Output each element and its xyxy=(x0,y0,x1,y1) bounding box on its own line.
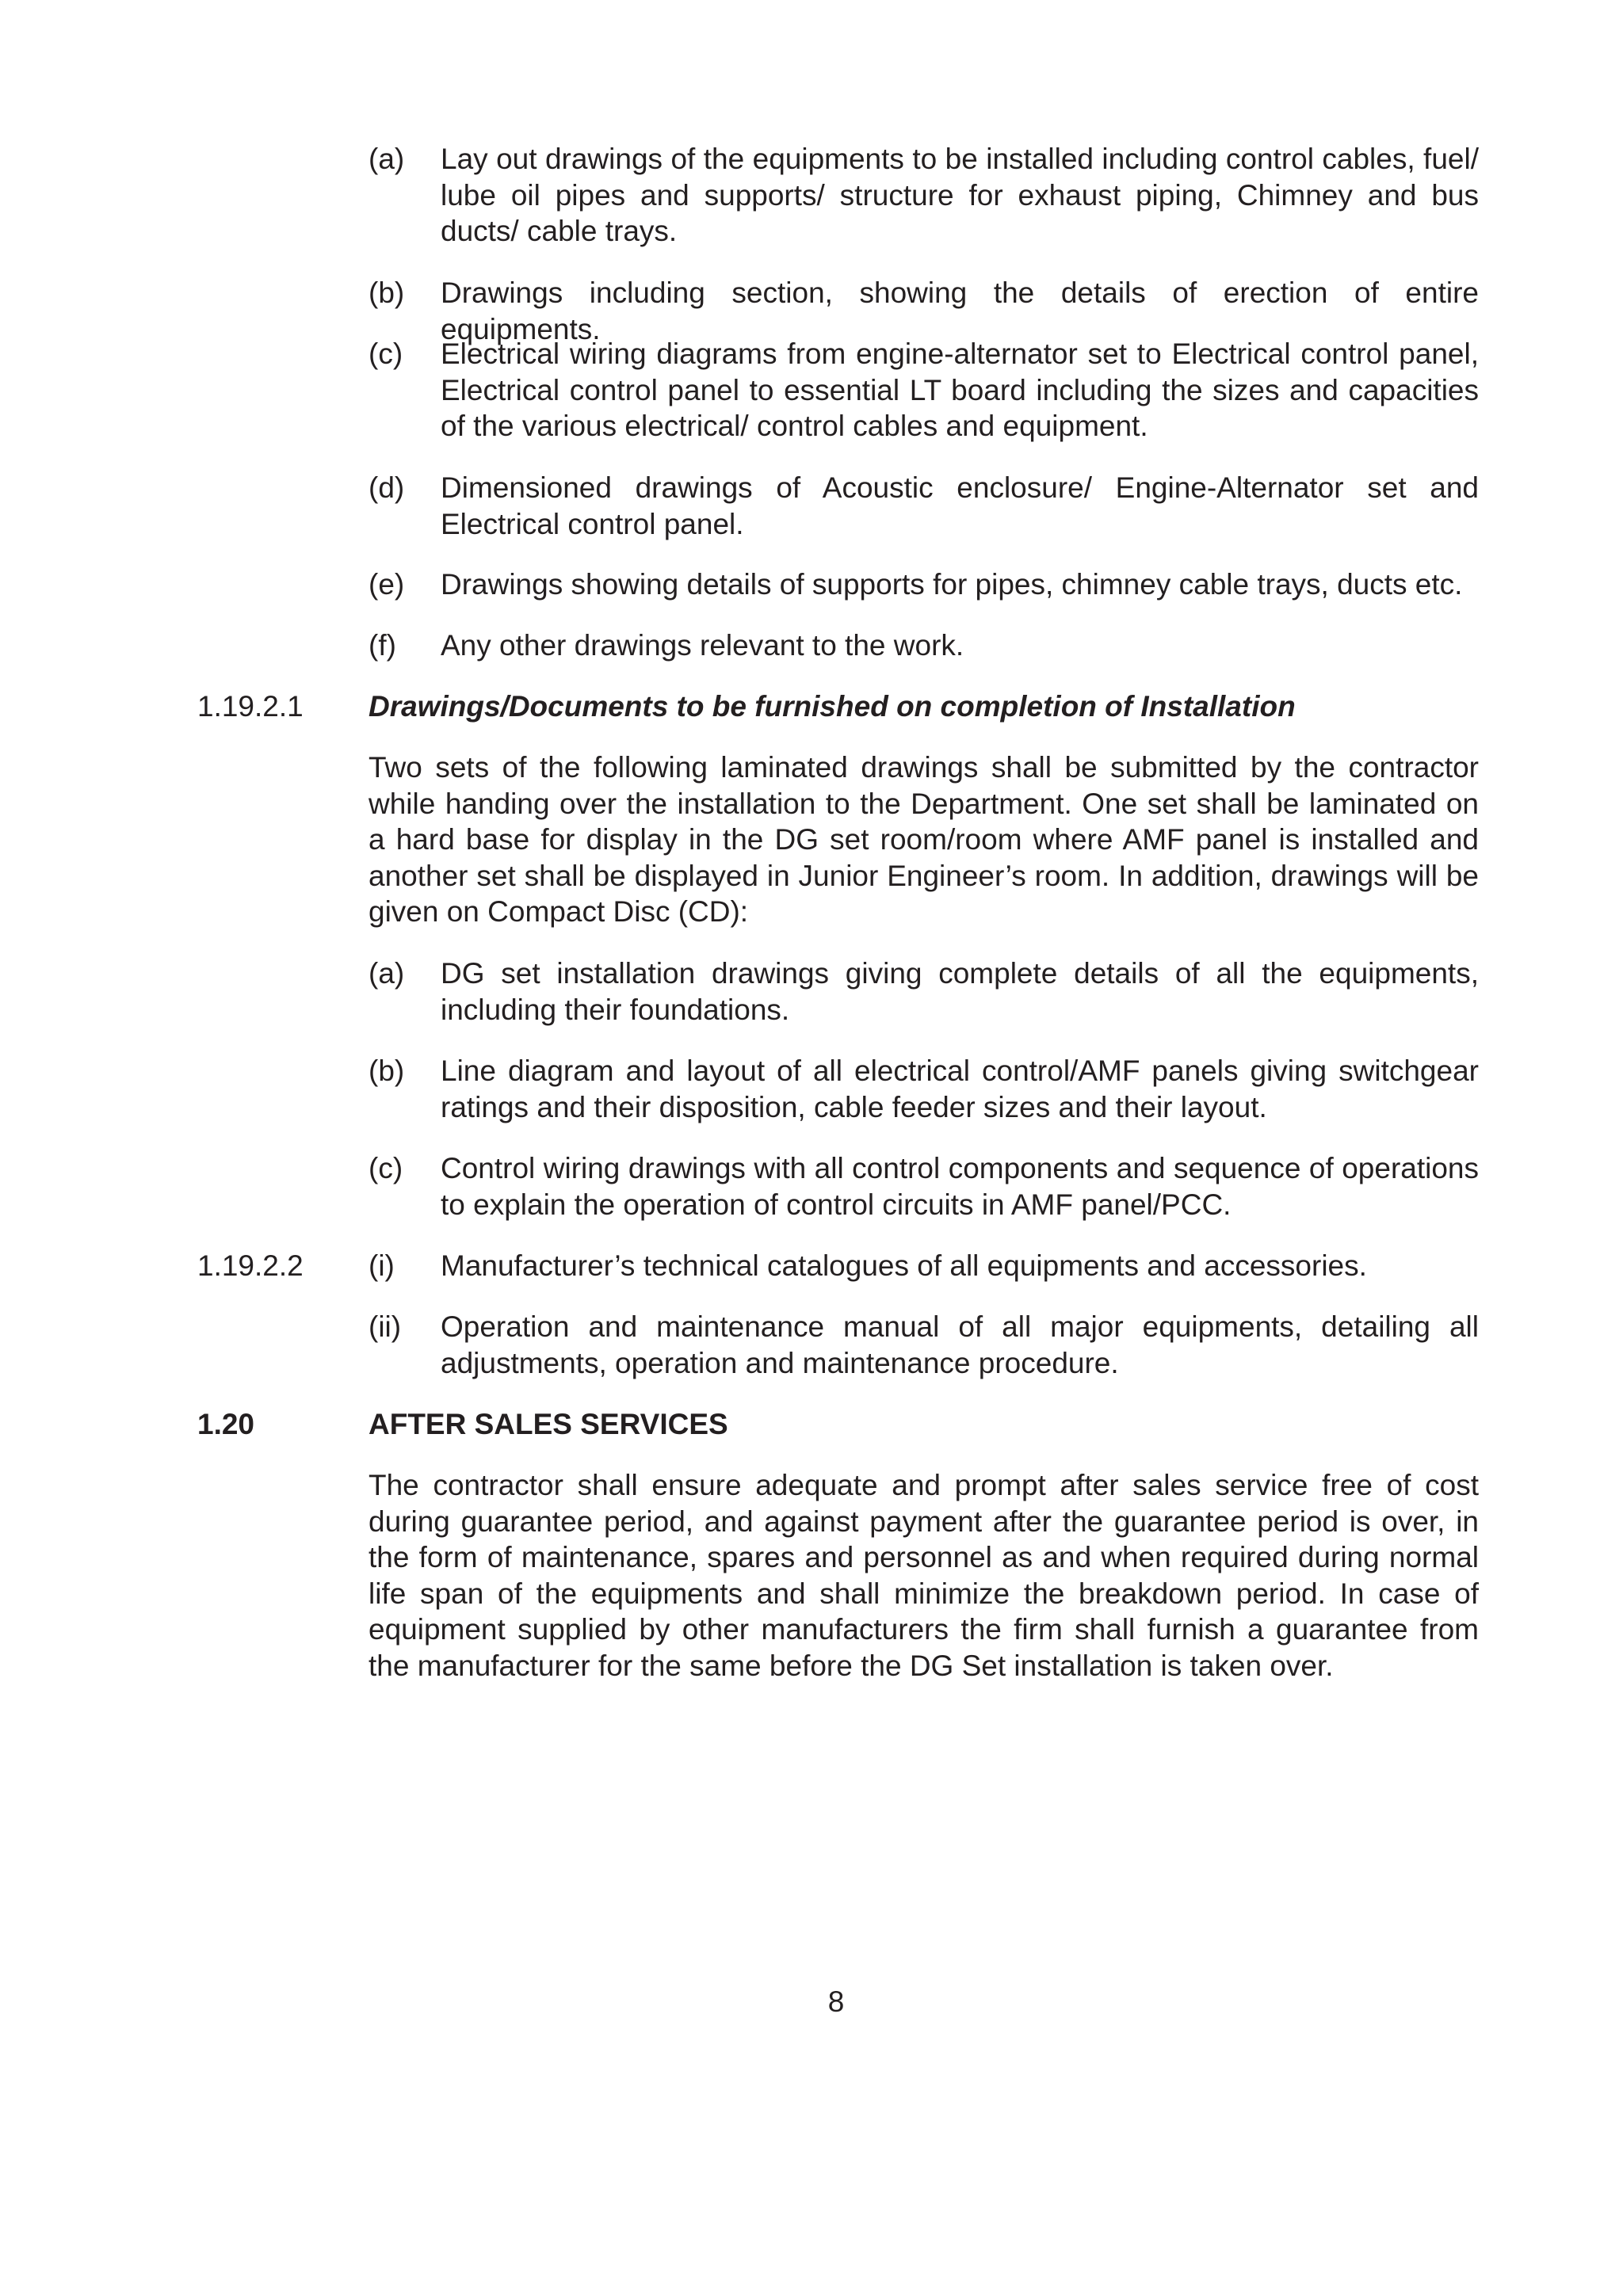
item-label: (e) xyxy=(369,568,405,601)
item-text: Line diagram and layout of all electrical control/AMF panels giving switchgear ratings and their disposition, cable feeder sizes and their layout. xyxy=(441,1055,1479,1123)
section-title: AFTER SALES SERVICES xyxy=(369,1408,728,1440)
section-title: Drawings/Documents to be furnished on completion of Installation xyxy=(369,690,1296,723)
item-text: Lay out drawings of the equipments to be installed including control cables, fuel/ lube oil pipes and supports/ structure for exhaust piping, Chimney and bus ducts/ cable trays. xyxy=(441,143,1479,247)
item-label: (d) xyxy=(369,471,405,504)
item-label: (a) xyxy=(369,143,405,175)
item-text: Any other drawings relevant to the work. xyxy=(441,629,964,662)
item-text: Control wiring drawings with all control components and sequence of operations to explain the operation of control circuits in AMF panel/PCC. xyxy=(441,1152,1479,1221)
item-text: Operation and maintenance manual of all major equipments, detailing all adjustments, operation and maintenance procedure. xyxy=(441,1310,1479,1379)
item-label: (c) xyxy=(369,1152,403,1184)
item-text: Drawings showing details of supports for pipes, chimney cable trays, ducts etc. xyxy=(441,568,1463,601)
section-body: The contractor shall ensure adequate and prompt after sales service free of cost during guarantee period, and against payment after the guarantee period is over, in the form of maintenance, spares and personnel as and when required during normal life span of the equipments and shall minimize the breakdown period. In case of equipment supplied by other manufacturers the firm shall furnish a guarantee from the manufacturer for the same before the DG Set installation is taken over. xyxy=(369,1469,1479,1682)
section-intro: Two sets of the following laminated drawings shall be submitted by the contractor while handing over the installation to the Department. One set shall be laminated on a hard base for display in the DG set room/room where AMF panel is installed and another set shall be displayed in Junior Engineer’s room. In addition, drawings will be given on Compact Disc (CD): xyxy=(369,751,1479,928)
item-label: (ii) xyxy=(369,1310,402,1343)
item-label: (i) xyxy=(369,1249,395,1282)
item-text: Dimensioned drawings of Acoustic enclosure/ Engine-Alternator set and Electrical control panel. xyxy=(441,471,1479,540)
item-label: (a) xyxy=(369,957,405,990)
item-text: Drawings including section, showing the details of erection of entire equipments. xyxy=(441,277,1479,345)
item-label: (b) xyxy=(369,1055,405,1087)
item-label: (b) xyxy=(369,277,405,309)
item-text: Manufacturer’s technical catalogues of all equipments and accessories. xyxy=(441,1249,1367,1282)
item-text: Electrical wiring diagrams from engine-alternator set to Electrical control panel, Electrical control panel to essential LT board including the sizes and capacities of the various electrical/ control cables and equipment. xyxy=(441,338,1479,442)
section-number: 1.20 xyxy=(197,1408,255,1440)
section-number: 1.19.2.2 xyxy=(197,1249,304,1282)
item-text: DG set installation drawings giving complete details of all the equipments, including their foundations. xyxy=(441,957,1479,1026)
item-label: (f) xyxy=(369,629,396,662)
item-label: (c) xyxy=(369,338,403,370)
page-number: 8 xyxy=(827,1985,845,2018)
section-number: 1.19.2.1 xyxy=(197,690,304,723)
